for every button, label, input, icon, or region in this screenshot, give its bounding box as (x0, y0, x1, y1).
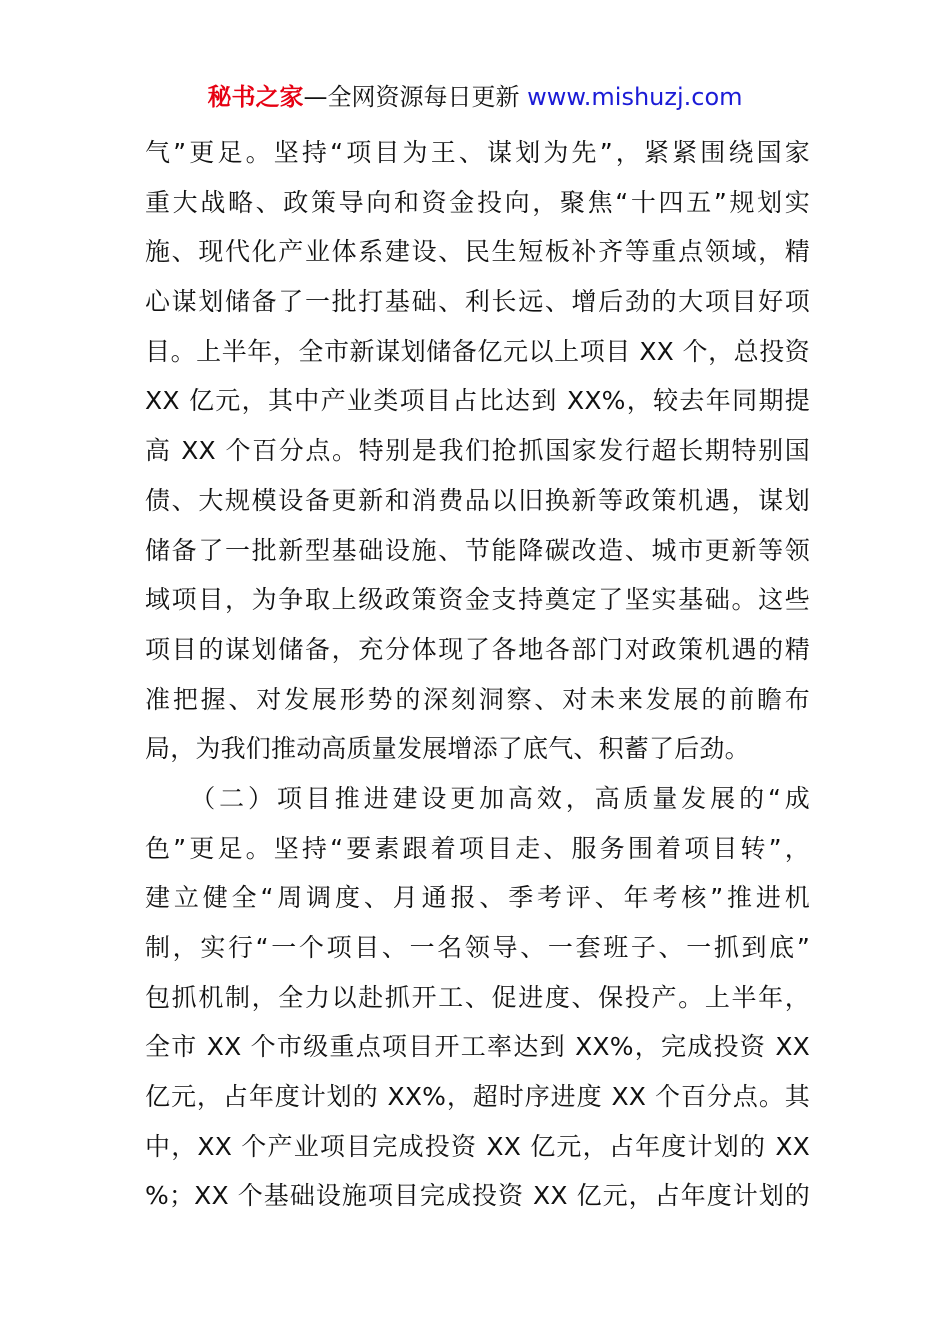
section-heading-line: （二）项目推进建设更加高效，高质量发展的“成 (145, 783, 810, 813)
text-line: 施、现代化产业体系建设、民生短板补齐等重点领域，精 (145, 237, 810, 267)
paragraph-end-line: 局，为我们推动高质量发展增添了底气、积蓄了后劲。 (145, 734, 750, 764)
text-line: 目。上半年，全市新谋划储备亿元以上项目 XX 个，总投资 (145, 336, 810, 366)
site-tagline: —全网资源每日更新 (303, 83, 520, 111)
document-body (145, 128, 810, 1221)
site-header (0, 80, 950, 114)
text-line: 包抓机制，全力以赴抓开工、促进度、保投产。上半年， (145, 982, 810, 1012)
text-line: 域项目，为争取上级政策资金支持奠定了坚实基础。这些 (145, 585, 810, 615)
text-line: 制，实行“一个项目、一名领导、一套班子、一抓到底” (145, 933, 810, 962)
text-line: 建立健全“周调度、月通报、季考评、年考核”推进机 (145, 883, 810, 913)
text-line: 色”更足。坚持“要素跟着项目走、服务围着项目转”， (145, 833, 810, 863)
text-line: 储备了一批新型基础设施、节能降碳改造、城市更新等领 (145, 535, 810, 565)
text-line: 准把握、对发展形势的深刻洞察、对未来发展的前瞻布 (145, 684, 810, 714)
site-url-link[interactable]: www.mishuzj.com (527, 83, 743, 111)
site-brand: 秘书之家 (207, 83, 304, 111)
text-line: 心谋划储备了一批打基础、利长远、增后劲的大项目好项 (145, 287, 810, 317)
text-line: 债、大规模设备更新和消费品以旧换新等政策机遇，谋划 (145, 485, 810, 515)
text-line: 亿元，占年度计划的 XX%，超时序进度 XX 个百分点。其 (145, 1082, 810, 1112)
text-line: 全市 XX 个市级重点项目开工率达到 XX%，完成投资 XX (145, 1032, 810, 1062)
text-line: %；XX 个基础设施项目完成投资 XX 亿元，占年度计划的 (145, 1181, 810, 1211)
text-line: 气”更足。坚持“项目为王、谋划为先”，紧紧围绕国家 (145, 138, 810, 167)
text-line: 重大战略、政策导向和资金投向，聚焦“十四五”规划实 (145, 187, 810, 217)
text-line: 高 XX 个百分点。特别是我们抢抓国家发行超长期特别国 (145, 436, 810, 466)
text-line: 项目的谋划储备，充分体现了各地各部门对政策机遇的精 (145, 634, 810, 664)
text-line: XX 亿元，其中产业类项目占比达到 XX%，较去年同期提 (145, 386, 810, 416)
text-line: 中，XX 个产业项目完成投资 XX 亿元，占年度计划的 XX (145, 1131, 810, 1161)
